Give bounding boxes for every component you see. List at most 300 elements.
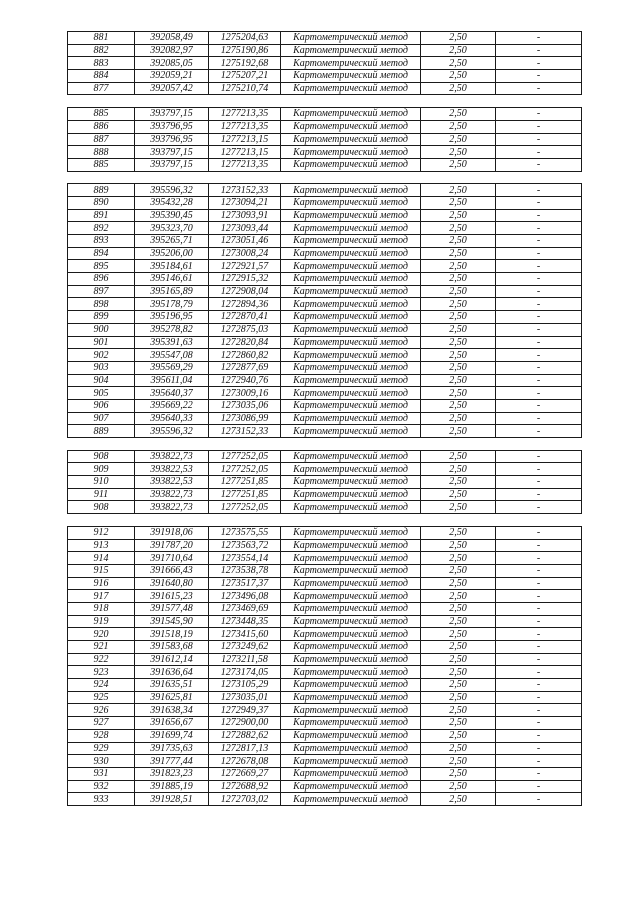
table-row	[68, 691, 582, 704]
point-number-cell: 885	[68, 158, 135, 171]
table-row	[68, 450, 582, 463]
table-row	[68, 767, 582, 780]
x-coordinate-cell: 391518,19	[135, 628, 209, 641]
y-coordinate-cell: 1273094,21	[209, 196, 281, 209]
table-row	[68, 311, 582, 324]
accuracy-cell: 2,50	[421, 717, 496, 730]
point-number-cell: 933	[68, 793, 135, 806]
method-cell: Картометрический метод	[281, 488, 421, 501]
method-cell: Картометрический метод	[281, 691, 421, 704]
point-number-cell: 927	[68, 717, 135, 730]
x-coordinate-cell: 391710,64	[135, 552, 209, 565]
y-coordinate-cell: 1277252,05	[209, 463, 281, 476]
point-number-cell: 924	[68, 679, 135, 692]
y-coordinate-cell: 1273009,16	[209, 387, 281, 400]
method-cell: Картометрический метод	[281, 108, 421, 121]
table-row	[68, 780, 582, 793]
method-cell: Картометрический метод	[281, 755, 421, 768]
description-cell: -	[496, 679, 582, 692]
description-cell: -	[496, 755, 582, 768]
point-number-cell: 911	[68, 488, 135, 501]
point-number-cell: 893	[68, 235, 135, 248]
y-coordinate-cell: 1273035,06	[209, 399, 281, 412]
accuracy-cell: 2,50	[421, 247, 496, 260]
method-cell: Картометрический метод	[281, 552, 421, 565]
accuracy-cell: 2,50	[421, 628, 496, 641]
point-number-cell: 901	[68, 336, 135, 349]
method-cell: Картометрический метод	[281, 628, 421, 641]
x-coordinate-cell: 395391,63	[135, 336, 209, 349]
y-coordinate-cell: 1272908,04	[209, 285, 281, 298]
table-row	[68, 120, 582, 133]
table-row	[68, 653, 582, 666]
x-coordinate-cell: 392085,05	[135, 57, 209, 70]
point-number-cell: 928	[68, 729, 135, 742]
point-number-cell: 905	[68, 387, 135, 400]
group-separator-row	[68, 171, 582, 184]
y-coordinate-cell: 1272900,00	[209, 717, 281, 730]
point-number-cell: 925	[68, 691, 135, 704]
method-cell: Картометрический метод	[281, 742, 421, 755]
y-coordinate-cell: 1275210,74	[209, 82, 281, 95]
accuracy-cell: 2,50	[421, 539, 496, 552]
method-cell: Картометрический метод	[281, 158, 421, 171]
table-row	[68, 44, 582, 57]
description-cell: -	[496, 120, 582, 133]
y-coordinate-cell: 1273554,14	[209, 552, 281, 565]
description-cell: -	[496, 222, 582, 235]
accuracy-cell: 2,50	[421, 742, 496, 755]
table-row	[68, 32, 582, 45]
point-number-cell: 908	[68, 450, 135, 463]
method-cell: Картометрический метод	[281, 374, 421, 387]
method-cell: Картометрический метод	[281, 653, 421, 666]
description-cell: -	[496, 463, 582, 476]
point-number-cell: 929	[68, 742, 135, 755]
method-cell: Картометрический метод	[281, 32, 421, 45]
description-cell: -	[496, 235, 582, 248]
method-cell: Картометрический метод	[281, 641, 421, 654]
table-row	[68, 476, 582, 489]
y-coordinate-cell: 1272688,92	[209, 780, 281, 793]
y-coordinate-cell: 1273152,33	[209, 425, 281, 438]
y-coordinate-cell: 1273152,33	[209, 184, 281, 197]
description-cell: -	[496, 108, 582, 121]
table-row	[68, 133, 582, 146]
description-cell: -	[496, 44, 582, 57]
table-row	[68, 57, 582, 70]
accuracy-cell: 2,50	[421, 158, 496, 171]
point-number-cell: 883	[68, 57, 135, 70]
point-number-cell: 895	[68, 260, 135, 273]
x-coordinate-cell: 393797,15	[135, 146, 209, 159]
x-coordinate-cell: 392057,42	[135, 82, 209, 95]
description-cell: -	[496, 793, 582, 806]
accuracy-cell: 2,50	[421, 336, 496, 349]
method-cell: Картометрический метод	[281, 260, 421, 273]
table-row	[68, 70, 582, 83]
point-number-cell: 881	[68, 32, 135, 45]
method-cell: Картометрический метод	[281, 729, 421, 742]
y-coordinate-cell: 1272921,57	[209, 260, 281, 273]
description-cell: -	[496, 628, 582, 641]
point-number-cell: 896	[68, 273, 135, 286]
table-row	[68, 539, 582, 552]
table-row	[68, 82, 582, 95]
y-coordinate-cell: 1272877,69	[209, 361, 281, 374]
x-coordinate-cell: 395323,70	[135, 222, 209, 235]
description-cell: -	[496, 564, 582, 577]
method-cell: Картометрический метод	[281, 615, 421, 628]
method-cell: Картометрический метод	[281, 577, 421, 590]
description-cell: -	[496, 717, 582, 730]
accuracy-cell: 2,50	[421, 577, 496, 590]
description-cell: -	[496, 780, 582, 793]
point-number-cell: 914	[68, 552, 135, 565]
method-cell: Картометрический метод	[281, 336, 421, 349]
x-coordinate-cell: 391787,20	[135, 539, 209, 552]
description-cell: -	[496, 425, 582, 438]
description-cell: -	[496, 285, 582, 298]
description-cell: -	[496, 247, 582, 260]
y-coordinate-cell: 1273249,62	[209, 641, 281, 654]
table-row	[68, 526, 582, 539]
x-coordinate-cell: 392059,21	[135, 70, 209, 83]
y-coordinate-cell: 1273496,08	[209, 590, 281, 603]
x-coordinate-cell: 391636,64	[135, 666, 209, 679]
method-cell: Картометрический метод	[281, 704, 421, 717]
y-coordinate-cell: 1277213,35	[209, 108, 281, 121]
accuracy-cell: 2,50	[421, 196, 496, 209]
x-coordinate-cell: 395178,79	[135, 298, 209, 311]
separator-cell	[68, 438, 582, 451]
y-coordinate-cell: 1272940,76	[209, 374, 281, 387]
separator-cell	[68, 514, 582, 527]
accuracy-cell: 2,50	[421, 564, 496, 577]
y-coordinate-cell: 1273575,55	[209, 526, 281, 539]
coordinates-table	[67, 31, 582, 806]
x-coordinate-cell: 392082,97	[135, 44, 209, 57]
description-cell: -	[496, 158, 582, 171]
accuracy-cell: 2,50	[421, 767, 496, 780]
x-coordinate-cell: 395569,29	[135, 361, 209, 374]
x-coordinate-cell: 393822,73	[135, 450, 209, 463]
x-coordinate-cell: 393797,15	[135, 158, 209, 171]
method-cell: Картометрический метод	[281, 450, 421, 463]
y-coordinate-cell: 1273538,78	[209, 564, 281, 577]
table-row	[68, 577, 582, 590]
description-cell: -	[496, 742, 582, 755]
y-coordinate-cell: 1277252,05	[209, 501, 281, 514]
method-cell: Картометрический метод	[281, 235, 421, 248]
description-cell: -	[496, 539, 582, 552]
y-coordinate-cell: 1272894,36	[209, 298, 281, 311]
accuracy-cell: 2,50	[421, 590, 496, 603]
accuracy-cell: 2,50	[421, 120, 496, 133]
description-cell: -	[496, 476, 582, 489]
accuracy-cell: 2,50	[421, 82, 496, 95]
point-number-cell: 889	[68, 184, 135, 197]
point-number-cell: 917	[68, 590, 135, 603]
x-coordinate-cell: 391666,43	[135, 564, 209, 577]
y-coordinate-cell: 1273086,99	[209, 412, 281, 425]
table-row	[68, 602, 582, 615]
accuracy-cell: 2,50	[421, 704, 496, 717]
description-cell: -	[496, 273, 582, 286]
description-cell: -	[496, 412, 582, 425]
point-number-cell: 923	[68, 666, 135, 679]
accuracy-cell: 2,50	[421, 349, 496, 362]
table-row	[68, 615, 582, 628]
accuracy-cell: 2,50	[421, 285, 496, 298]
table-row	[68, 158, 582, 171]
description-cell: -	[496, 32, 582, 45]
accuracy-cell: 2,50	[421, 235, 496, 248]
point-number-cell: 898	[68, 298, 135, 311]
table-row	[68, 323, 582, 336]
accuracy-cell: 2,50	[421, 755, 496, 768]
accuracy-cell: 2,50	[421, 476, 496, 489]
accuracy-cell: 2,50	[421, 387, 496, 400]
y-coordinate-cell: 1272860,82	[209, 349, 281, 362]
x-coordinate-cell: 391635,51	[135, 679, 209, 692]
y-coordinate-cell: 1272703,02	[209, 793, 281, 806]
description-cell: -	[496, 526, 582, 539]
x-coordinate-cell: 393796,95	[135, 133, 209, 146]
accuracy-cell: 2,50	[421, 653, 496, 666]
table-row	[68, 108, 582, 121]
x-coordinate-cell: 391656,67	[135, 717, 209, 730]
accuracy-cell: 2,50	[421, 222, 496, 235]
y-coordinate-cell: 1273415,60	[209, 628, 281, 641]
accuracy-cell: 2,50	[421, 691, 496, 704]
table-row	[68, 412, 582, 425]
description-cell: -	[496, 704, 582, 717]
description-cell: -	[496, 133, 582, 146]
table-row	[68, 679, 582, 692]
table-row	[68, 336, 582, 349]
point-number-cell: 899	[68, 311, 135, 324]
point-number-cell: 877	[68, 82, 135, 95]
method-cell: Картометрический метод	[281, 590, 421, 603]
point-number-cell: 916	[68, 577, 135, 590]
accuracy-cell: 2,50	[421, 374, 496, 387]
x-coordinate-cell: 391625,81	[135, 691, 209, 704]
x-coordinate-cell: 392058,49	[135, 32, 209, 45]
description-cell: -	[496, 260, 582, 273]
table-row	[68, 399, 582, 412]
table-row	[68, 590, 582, 603]
y-coordinate-cell: 1273563,72	[209, 539, 281, 552]
y-coordinate-cell: 1275192,68	[209, 57, 281, 70]
x-coordinate-cell: 395390,45	[135, 209, 209, 222]
y-coordinate-cell: 1272949,37	[209, 704, 281, 717]
y-coordinate-cell: 1277251,85	[209, 488, 281, 501]
point-number-cell: 926	[68, 704, 135, 717]
accuracy-cell: 2,50	[421, 425, 496, 438]
accuracy-cell: 2,50	[421, 679, 496, 692]
x-coordinate-cell: 393822,53	[135, 476, 209, 489]
x-coordinate-cell: 391885,19	[135, 780, 209, 793]
point-number-cell: 907	[68, 412, 135, 425]
table-row	[68, 717, 582, 730]
table-row	[68, 285, 582, 298]
accuracy-cell: 2,50	[421, 146, 496, 159]
point-number-cell: 885	[68, 108, 135, 121]
table-row	[68, 349, 582, 362]
x-coordinate-cell: 391640,80	[135, 577, 209, 590]
description-cell: -	[496, 209, 582, 222]
y-coordinate-cell: 1273517,37	[209, 577, 281, 590]
table-row	[68, 247, 582, 260]
y-coordinate-cell: 1273008,24	[209, 247, 281, 260]
point-number-cell: 888	[68, 146, 135, 159]
y-coordinate-cell: 1273035,01	[209, 691, 281, 704]
method-cell: Картометрический метод	[281, 349, 421, 362]
accuracy-cell: 2,50	[421, 615, 496, 628]
point-number-cell: 891	[68, 209, 135, 222]
accuracy-cell: 2,50	[421, 298, 496, 311]
description-cell: -	[496, 501, 582, 514]
method-cell: Картометрический метод	[281, 412, 421, 425]
accuracy-cell: 2,50	[421, 780, 496, 793]
description-cell: -	[496, 349, 582, 362]
y-coordinate-cell: 1277213,15	[209, 133, 281, 146]
accuracy-cell: 2,50	[421, 108, 496, 121]
description-cell: -	[496, 641, 582, 654]
y-coordinate-cell: 1275190,86	[209, 44, 281, 57]
method-cell: Картометрический метод	[281, 679, 421, 692]
x-coordinate-cell: 395165,89	[135, 285, 209, 298]
x-coordinate-cell: 395146,61	[135, 273, 209, 286]
accuracy-cell: 2,50	[421, 526, 496, 539]
accuracy-cell: 2,50	[421, 260, 496, 273]
point-number-cell: 920	[68, 628, 135, 641]
x-coordinate-cell: 395596,32	[135, 425, 209, 438]
point-number-cell: 902	[68, 349, 135, 362]
y-coordinate-cell: 1272678,08	[209, 755, 281, 768]
method-cell: Картометрический метод	[281, 399, 421, 412]
accuracy-cell: 2,50	[421, 666, 496, 679]
description-cell: -	[496, 336, 582, 349]
point-number-cell: 904	[68, 374, 135, 387]
accuracy-cell: 2,50	[421, 323, 496, 336]
y-coordinate-cell: 1272915,32	[209, 273, 281, 286]
method-cell: Картометрический метод	[281, 70, 421, 83]
point-number-cell: 894	[68, 247, 135, 260]
x-coordinate-cell: 395432,28	[135, 196, 209, 209]
table-row	[68, 184, 582, 197]
description-cell: -	[496, 602, 582, 615]
method-cell: Картометрический метод	[281, 222, 421, 235]
table-row	[68, 222, 582, 235]
description-cell: -	[496, 298, 582, 311]
table-row	[68, 425, 582, 438]
method-cell: Картометрический метод	[281, 146, 421, 159]
method-cell: Картометрический метод	[281, 209, 421, 222]
accuracy-cell: 2,50	[421, 209, 496, 222]
method-cell: Картометрический метод	[281, 311, 421, 324]
x-coordinate-cell: 395206,00	[135, 247, 209, 260]
y-coordinate-cell: 1273469,69	[209, 602, 281, 615]
description-cell: -	[496, 311, 582, 324]
x-coordinate-cell: 393796,95	[135, 120, 209, 133]
x-coordinate-cell: 395184,61	[135, 260, 209, 273]
method-cell: Картометрический метод	[281, 463, 421, 476]
y-coordinate-cell: 1272669,27	[209, 767, 281, 780]
x-coordinate-cell: 391577,48	[135, 602, 209, 615]
accuracy-cell: 2,50	[421, 501, 496, 514]
group-separator-row	[68, 438, 582, 451]
accuracy-cell: 2,50	[421, 133, 496, 146]
x-coordinate-cell: 391612,14	[135, 653, 209, 666]
accuracy-cell: 2,50	[421, 311, 496, 324]
x-coordinate-cell: 395640,33	[135, 412, 209, 425]
method-cell: Картометрический метод	[281, 717, 421, 730]
y-coordinate-cell: 1277213,35	[209, 158, 281, 171]
method-cell: Картометрический метод	[281, 323, 421, 336]
y-coordinate-cell: 1272882,62	[209, 729, 281, 742]
description-cell: -	[496, 615, 582, 628]
method-cell: Картометрический метод	[281, 285, 421, 298]
method-cell: Картометрический метод	[281, 120, 421, 133]
x-coordinate-cell: 393797,15	[135, 108, 209, 121]
table-row	[68, 273, 582, 286]
table-row	[68, 298, 582, 311]
method-cell: Картометрический метод	[281, 780, 421, 793]
point-number-cell: 915	[68, 564, 135, 577]
x-coordinate-cell: 395611,04	[135, 374, 209, 387]
accuracy-cell: 2,50	[421, 488, 496, 501]
method-cell: Картометрический метод	[281, 767, 421, 780]
x-coordinate-cell: 393822,53	[135, 463, 209, 476]
point-number-cell: 922	[68, 653, 135, 666]
separator-cell	[68, 171, 582, 184]
method-cell: Картометрический метод	[281, 57, 421, 70]
point-number-cell: 889	[68, 425, 135, 438]
x-coordinate-cell: 391777,44	[135, 755, 209, 768]
table-row	[68, 628, 582, 641]
point-number-cell: 906	[68, 399, 135, 412]
x-coordinate-cell: 391823,23	[135, 767, 209, 780]
method-cell: Картометрический метод	[281, 298, 421, 311]
x-coordinate-cell: 391735,63	[135, 742, 209, 755]
description-cell: -	[496, 323, 582, 336]
method-cell: Картометрический метод	[281, 425, 421, 438]
point-number-cell: 921	[68, 641, 135, 654]
table-row	[68, 196, 582, 209]
y-coordinate-cell: 1277251,85	[209, 476, 281, 489]
point-number-cell: 932	[68, 780, 135, 793]
x-coordinate-cell: 395547,08	[135, 349, 209, 362]
table-row	[68, 729, 582, 742]
y-coordinate-cell: 1272820,84	[209, 336, 281, 349]
x-coordinate-cell: 391638,34	[135, 704, 209, 717]
table-row	[68, 235, 582, 248]
description-cell: -	[496, 387, 582, 400]
x-coordinate-cell: 391928,51	[135, 793, 209, 806]
description-cell: -	[496, 450, 582, 463]
accuracy-cell: 2,50	[421, 641, 496, 654]
x-coordinate-cell: 395265,71	[135, 235, 209, 248]
description-cell: -	[496, 70, 582, 83]
method-cell: Картометрический метод	[281, 526, 421, 539]
x-coordinate-cell: 393822,73	[135, 501, 209, 514]
description-cell: -	[496, 399, 582, 412]
point-number-cell: 909	[68, 463, 135, 476]
point-number-cell: 910	[68, 476, 135, 489]
group-separator-row	[68, 514, 582, 527]
